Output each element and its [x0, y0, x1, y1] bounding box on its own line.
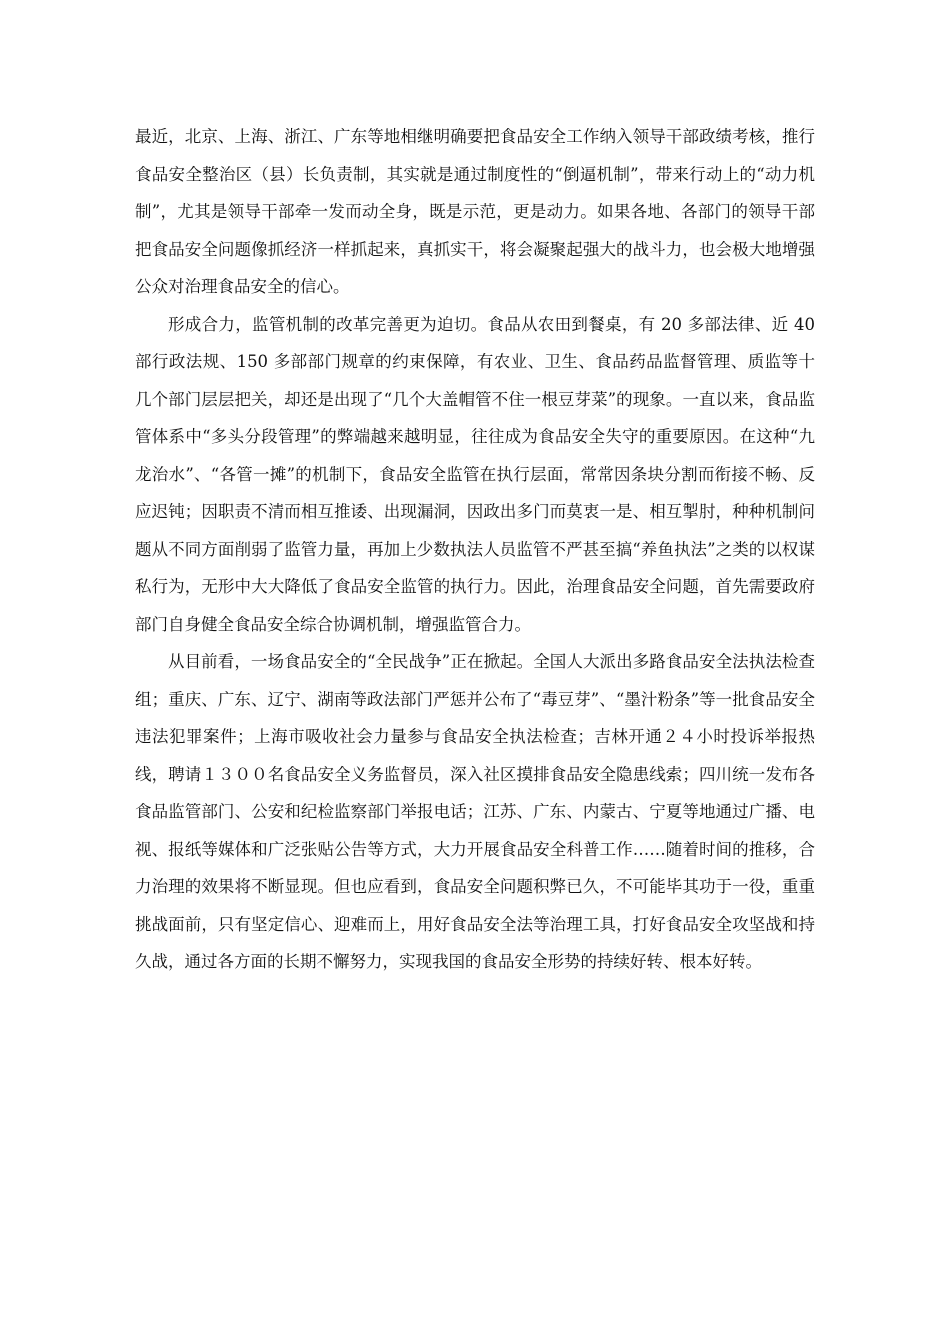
paragraph-1: 最近，北京、上海、浙江、广东等地相继明确要把食品安全工作纳入领导干部政绩考核，推行食品安全整治区（县）长负责制，其实就是通过制度性的“倒逼机制”，带来行动上的“动力机制”，尤其是领导干部牵一发而动全身，既是示范，更是动力。如果各地、各部门的领导干部把食品安全问题像抓经济一样抓起来，真抓实干，将会凝聚起强大的战斗力，也会极大地增强公众对治理食品安全的信心。 — [135, 127, 815, 296]
article-body — [135, 118, 815, 981]
paragraph-3: 从目前看，一场食品安全的“全民战争”正在掀起。全国人大派出多路食品安全法执法检查组；重庆、广东、辽宁、湖南等政法部门严惩并公布了“毒豆芽”、“墨汁粉条”等一批食品安全违法犯罪案件；上海市吸收社会力量参与食品安全执法检查；吉林开通２４小时投诉举报热线，聘请１３００名食品安全义务监督员，深入社区摸排食品安全隐患线索；四川统一发布各食品监管部门、公安和纪检监察部门举报电话；江苏、广东、内蒙古、宁夏等地通过广播、电视、报纸等媒体和广泛张贴公告等方式，大力开展食品安全科普工作……随着时间的推移，合力治理的效果将不断显现。但也应看到，食品安全问题积弊已久，不可能毕其功于一役，重重挑战面前，只有坚定信心、迎难而上，用好食品安全法等治理工具，打好食品安全攻坚战和持久战，通过各方面的长期不懈努力，实现我国的食品安全形势的持续好转、根本好转。 — [135, 652, 815, 971]
paragraph-2: 形成合力，监管机制的改革完善更为迫切。食品从农田到餐桌，有 20 多部法律、近 40 部行政法规、150 多部部门规章的约束保障，有农业、卫生、食品药品监督管理、质监等十几个部门层层把关，却还是出现了“几个大盖帽管不住一根豆芽菜”的现象。一直以来，食品监管体系中“多头分段管理”的弊端越来越明显，往往成为食品安全失守的重要原因。在这种“九龙治水”、“各管一摊”的机制下，食品安全监管在执行层面，常常因条块分割而衔接不畅、反应迟钝；因职责不清而相互推诿、出现漏洞，因政出多门而莫衷一是、相互掣肘，种种机制问题从不同方面削弱了监管力量，再加上少数执法人员监管不严甚至搞“养鱼执法”之类的以权谋私行为，无形中大大降低了食品安全监管的执行力。因此，治理食品安全问题，首先需要政府部门自身健全食品安全综合协调机制，增强监管合力。 — [135, 314, 815, 634]
